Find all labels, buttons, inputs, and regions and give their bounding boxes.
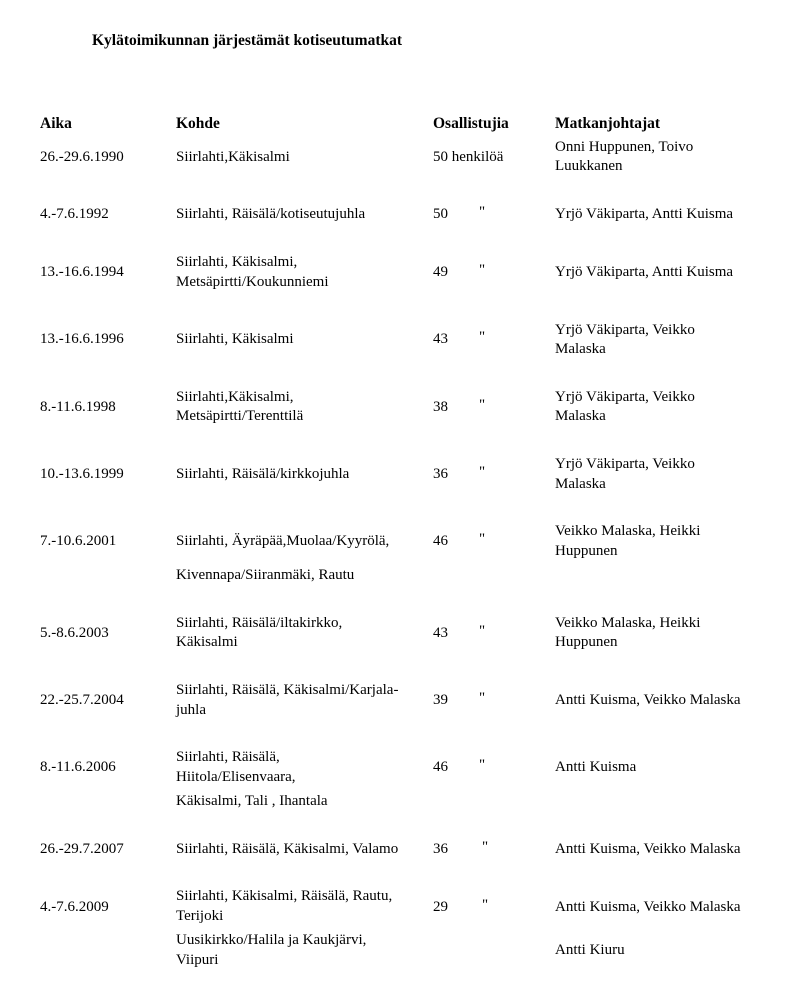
header-kohde: Kohde [176, 115, 220, 132]
kohde-cell: Viipuri [176, 952, 219, 968]
ditto-mark: " [479, 690, 486, 706]
kohde-cell: Hiitola/Elisenvaara, [176, 769, 296, 785]
aika-cell: 13.-16.6.1994 [40, 264, 124, 280]
kohde-cell: Käkisalmi, Tali , Ihantala [176, 793, 328, 809]
kohde-cell: Siirlahti, Käkisalmi, Räisälä, Rautu, [176, 888, 393, 904]
matkanjohtajat-cell: Veikko Malaska, Heikki [555, 523, 701, 539]
osallistujia-cell: 39 [433, 692, 448, 708]
osallistujia-cell: 49 [433, 264, 448, 280]
ditto-mark: " [482, 897, 489, 913]
ditto-mark: " [479, 329, 486, 345]
aika-cell: 8.-11.6.1998 [40, 399, 116, 415]
osallistujia-cell: 36 [433, 841, 448, 857]
aika-cell: 10.-13.6.1999 [40, 466, 124, 482]
kohde-cell: Siirlahti,Käkisalmi, [176, 389, 294, 405]
kohde-cell: Siirlahti, Räisälä, Käkisalmi, Valamo [176, 841, 399, 857]
osallistujia-cell: 36 [433, 466, 448, 482]
kohde-cell: Siirlahti,Käkisalmi [176, 149, 290, 165]
osallistujia-cell: 43 [433, 625, 448, 641]
kohde-cell: Käkisalmi [176, 634, 238, 650]
kohde-cell: Siirlahti, Käkisalmi [176, 331, 294, 347]
matkanjohtajat-cell: Huppunen [555, 634, 618, 650]
kohde-cell: Siirlahti, Äyräpää,Muolaa/Kyyrölä, [176, 533, 390, 549]
ditto-mark: " [479, 623, 486, 639]
ditto-mark: " [482, 839, 489, 855]
aika-cell: 5.-8.6.2003 [40, 625, 109, 641]
aika-cell: 22.-25.7.2004 [40, 692, 124, 708]
header-matkanjohtajat: Matkanjohtajat [555, 115, 661, 132]
matkanjohtajat-cell: Antti Kuisma [555, 759, 637, 775]
kohde-cell: Siirlahti, Räisälä/kotiseutujuhla [176, 206, 366, 222]
matkanjohtajat-cell: Malaska [555, 408, 606, 424]
kohde-cell: Metsäpirtti/Koukunniemi [176, 274, 329, 290]
ditto-mark: " [479, 531, 486, 547]
matkanjohtajat-cell: Yrjö Väkiparta, Veikko [555, 456, 695, 472]
ditto-mark: " [479, 397, 486, 413]
ditto-mark: " [479, 204, 486, 220]
osallistujia-cell: 38 [433, 399, 448, 415]
kohde-cell: Siirlahti, Räisälä, Käkisalmi/Karjala- [176, 682, 399, 698]
kohde-cell: Terijoki [176, 908, 224, 924]
matkanjohtajat-cell: Veikko Malaska, Heikki [555, 615, 701, 631]
matkanjohtajat-cell: Yrjö Väkiparta, Veikko [555, 389, 695, 405]
matkanjohtajat-cell: Malaska [555, 341, 606, 357]
osallistujia-cell: 43 [433, 331, 448, 347]
aika-cell: 4.-7.6.1992 [40, 206, 109, 222]
aika-cell: 4.-7.6.2009 [40, 899, 109, 915]
matkanjohtajat-cell: Huppunen [555, 543, 618, 559]
kohde-cell: Kivennapa/Siiranmäki, Rautu [176, 567, 355, 583]
matkanjohtajat-cell: Antti Kuisma, Veikko Malaska [555, 692, 741, 708]
kohde-cell: Siirlahti, Räisälä, [176, 749, 280, 765]
matkanjohtajat-cell: Antti Kiuru [555, 942, 625, 958]
document-title: Kylätoimikunnan järjestämät kotiseutumatkat [92, 32, 403, 49]
kohde-cell: Siirlahti, Räisälä/iltakirkko, [176, 615, 343, 631]
matkanjohtajat-cell: Antti Kuisma, Veikko Malaska [555, 841, 741, 857]
osallistujia-cell: 50 [433, 206, 448, 222]
osallistujia-cell: 29 [433, 899, 448, 915]
matkanjohtajat-cell: Yrjö Väkiparta, Antti Kuisma [555, 264, 734, 280]
matkanjohtajat-cell: Luukkanen [555, 158, 623, 174]
matkanjohtajat-cell: Yrjö Väkiparta, Veikko [555, 322, 695, 338]
aika-cell: 8.-11.6.2006 [40, 759, 116, 775]
kohde-cell: Metsäpirtti/Terenttilä [176, 408, 304, 424]
kohde-cell: juhla [176, 702, 206, 718]
header-osallistujia: Osallistujia [433, 115, 509, 132]
osallistujia-cell: 50 henkilöä [433, 149, 504, 165]
kohde-cell: Siirlahti, Räisälä/kirkkojuhla [176, 466, 350, 482]
kohde-cell: Siirlahti, Käkisalmi, [176, 254, 298, 270]
matkanjohtajat-cell: Malaska [555, 476, 606, 492]
matkanjohtajat-cell: Antti Kuisma, Veikko Malaska [555, 899, 741, 915]
osallistujia-cell: 46 [433, 533, 448, 549]
matkanjohtajat-cell: Onni Huppunen, Toivo [555, 139, 694, 155]
aika-cell: 26.-29.6.1990 [40, 149, 124, 165]
ditto-mark: " [479, 262, 486, 278]
kohde-cell: Uusikirkko/Halila ja Kaukjärvi, [176, 932, 367, 948]
ditto-mark: " [479, 757, 486, 773]
aika-cell: 26.-29.7.2007 [40, 841, 124, 857]
header-aika: Aika [40, 115, 72, 132]
aika-cell: 13.-16.6.1996 [40, 331, 124, 347]
aika-cell: 7.-10.6.2001 [40, 533, 117, 549]
osallistujia-cell: 46 [433, 759, 448, 775]
matkanjohtajat-cell: Yrjö Väkiparta, Antti Kuisma [555, 206, 734, 222]
ditto-mark: " [479, 464, 486, 480]
